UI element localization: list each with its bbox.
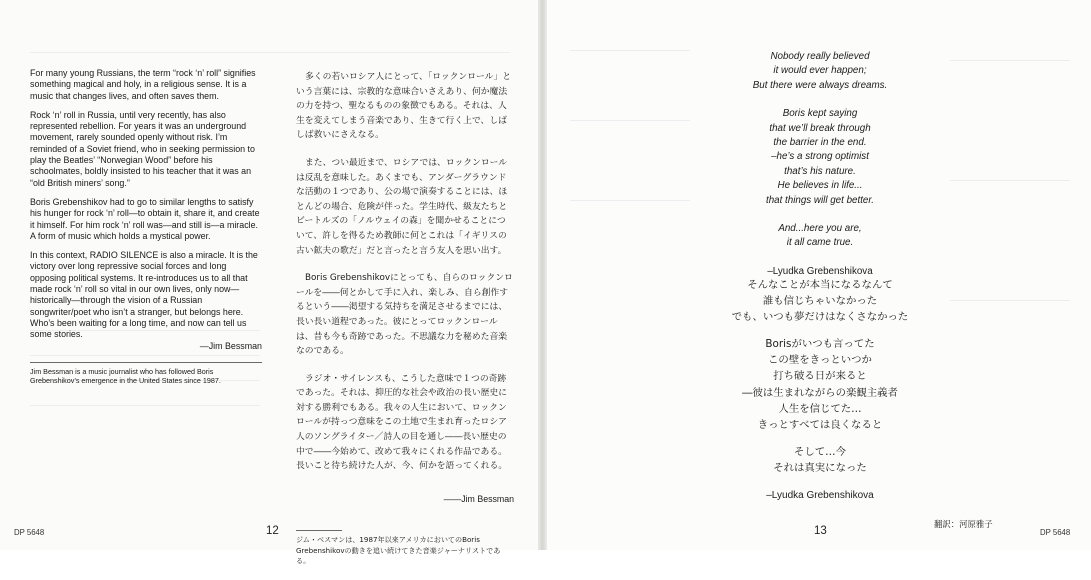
poem-line: that’s his nature. bbox=[784, 165, 856, 177]
english-poem bbox=[700, 50, 940, 279]
japanese-signature: ――Jim Bessman bbox=[443, 493, 514, 504]
poem-line: He believes in life... bbox=[777, 180, 863, 192]
poem-line: 人生を信じてた… bbox=[778, 402, 862, 415]
page-number-left: 12 bbox=[266, 525, 279, 537]
poem-line: that we’ll break through bbox=[769, 122, 871, 134]
bleed-through-line bbox=[570, 50, 690, 51]
japanese-poem-signature: –Lyudka Grebenshikova bbox=[766, 490, 874, 502]
poem-line: Borisがいつも言ってた bbox=[765, 338, 875, 351]
bleed-through-line bbox=[30, 405, 260, 406]
english-signature: —Jim Bessman bbox=[199, 340, 262, 351]
poem-line: Boris kept saying bbox=[782, 108, 858, 120]
bleed-through-line bbox=[570, 200, 690, 201]
bleed-through-line bbox=[570, 120, 690, 121]
poem-line: it all came true. bbox=[786, 237, 854, 249]
english-paragraph: Boris Grebenshikov had to go to similar lengths to satisfy his hunger for rock ‘n’ roll—to obtain it, share it, and create it himself. For him rock ‘n’ roll was—and still is—a miracle. A form of music which holds a mystical power. bbox=[30, 196, 260, 241]
poem-stanza bbox=[700, 222, 940, 251]
poem-stanza bbox=[700, 444, 940, 476]
japanese-paragraph: また、つい最近まで、ロシアでは、ロックンロールは反乱を意味した。あくまでも、アンダーグラウンドな活動の１つであり、公の場で演奏することには、ほとんどの場合、危険が伴った。学生時代、級友たちとビートルズの「ノルウェイの森」を聞かせることについて、許しを得るため教師に何とこれは「イギリスの古い鉱夫の歌だ」だと言ったと言う友人を思い出す。 bbox=[296, 157, 508, 256]
japanese-paragraph: ラジオ・サイレンスも、こうした意味で１つの奇跡であった。それは、抑圧的な社会や政治の長い歴史に対する勝利でもある。我々の人生において、ロックンロールが持っつ意味をこの土地で生まれ育ったロシア人のソングライター／詩人の目を通し――長い歴史の中で――今始めて、改めて我々にくれる作品である。長いこと待ち続けた人が、今、何かを語ってくれる。 bbox=[296, 373, 508, 472]
english-essay bbox=[30, 68, 262, 393]
poem-line: そんなことが本当になるなんて bbox=[747, 279, 893, 291]
bleed-through-line bbox=[950, 300, 1070, 301]
poem-line: きっとすべては良くなると bbox=[757, 418, 883, 431]
poem-line: そして…今 bbox=[794, 445, 846, 458]
poem-stanza bbox=[700, 336, 940, 433]
poem-stanza bbox=[700, 50, 940, 93]
english-poem-signature: –Lyudka Grebenshikova bbox=[767, 265, 873, 277]
japanese-paragraph: 多くの若いロシア人にとって、「ロックンロール」という言葉には、宗教的な意味合いさえあり、何か魔法の力を持つ、聖なるものの象徴でもある。それは、人生を変えてしまう音楽であり、生きて行く上で、しばしば救いにさえなる。 bbox=[296, 72, 512, 141]
poem-line: But there were always dreams. bbox=[752, 79, 888, 91]
poem-line: it would ever happen; bbox=[773, 65, 867, 77]
page-number-right: 13 bbox=[814, 525, 827, 537]
poem-line: –he’s a strong optimist bbox=[771, 151, 869, 163]
japanese-essay bbox=[296, 70, 514, 580]
poem-line: ―彼は生まれながらの楽観主義者 bbox=[742, 386, 898, 399]
english-paragraph: Rock ‘n’ roll in Russia, until very recently, has also represented rebellion. For years it was an underground movement, rarely sounded openly without risk. I’m reminded of a Soviet friend, who in seeking permission to play the Beatles’ “Norwegian Wood” before his schoolmates, boldly insisted to his teacher that it was an “old British miners’ song.” bbox=[30, 109, 255, 188]
note-divider bbox=[296, 530, 342, 531]
bleed-through-line bbox=[950, 60, 1070, 61]
poem-line: それは真実になった bbox=[773, 461, 867, 474]
poem-stanza bbox=[700, 107, 940, 208]
poem-line: Nobody really believed bbox=[770, 51, 870, 62]
japanese-author-note: ジム・ベスマンは、1987年以来アメリカにおいてのBoris Grebenshikovの動きを追い続けてきた音楽ジャーナリストである。 bbox=[296, 535, 501, 566]
catalog-number-left: DP 5648 bbox=[14, 528, 45, 537]
english-paragraph: For many young Russians, the term “rock ‘n’ roll” signifies something magical and holy, in a religious sense. It is a music that changes lives, and often saves them. bbox=[30, 68, 256, 101]
poem-line: that things will get better. bbox=[765, 194, 874, 206]
book-gutter bbox=[538, 0, 547, 550]
english-author-note: Jim Bessman is a music journalist who has followed Boris Grebenshikov’s emergence in the United States since 1987. bbox=[30, 366, 221, 386]
japanese-paragraph: Boris Grebenshikovにとっても、自らのロックンロールを――何とかして手に入れ、楽しみ、自ら創作するという――渇望する気持ちを満足させるまでには、長い長い道程であった。彼にとってロックンロールは、昔も今も奇跡であった。不思議な力を秘めた音楽なのである。 bbox=[296, 273, 513, 357]
poem-line: でも、いつも夢だけはなくさなかった bbox=[731, 311, 909, 324]
note-divider bbox=[30, 362, 262, 363]
bleed-through-line bbox=[30, 52, 510, 53]
poem-line: And...here you are, bbox=[778, 223, 862, 235]
poem-line: 誰も信じちゃいなかった bbox=[762, 295, 878, 308]
english-paragraph: In this context, RADIO SILENCE is also a miracle. It is the victory over long repressive social forces and long opposing political systems. It re-introduces us to all that made rock ‘n’ roll so vital in our own lives, only now—historically—through the vision of a Russian songwriter/poet who isn’t a stranger, but belongs here. Who’s been waiting for a long time, and now can tell us some stories. bbox=[30, 250, 258, 340]
poem-stanza bbox=[700, 277, 940, 325]
japanese-poem bbox=[700, 277, 940, 504]
catalog-number-right: DP 5648 bbox=[1040, 528, 1071, 537]
poem-line: the barrier in the end. bbox=[773, 137, 867, 149]
bleed-through-line bbox=[950, 180, 1070, 181]
poem-line: 打ち破る日が来ると bbox=[773, 370, 867, 383]
translator-credit: 翻訳：河原雅子 bbox=[934, 519, 993, 529]
poem-line: この壁をきっといつか bbox=[768, 354, 872, 367]
